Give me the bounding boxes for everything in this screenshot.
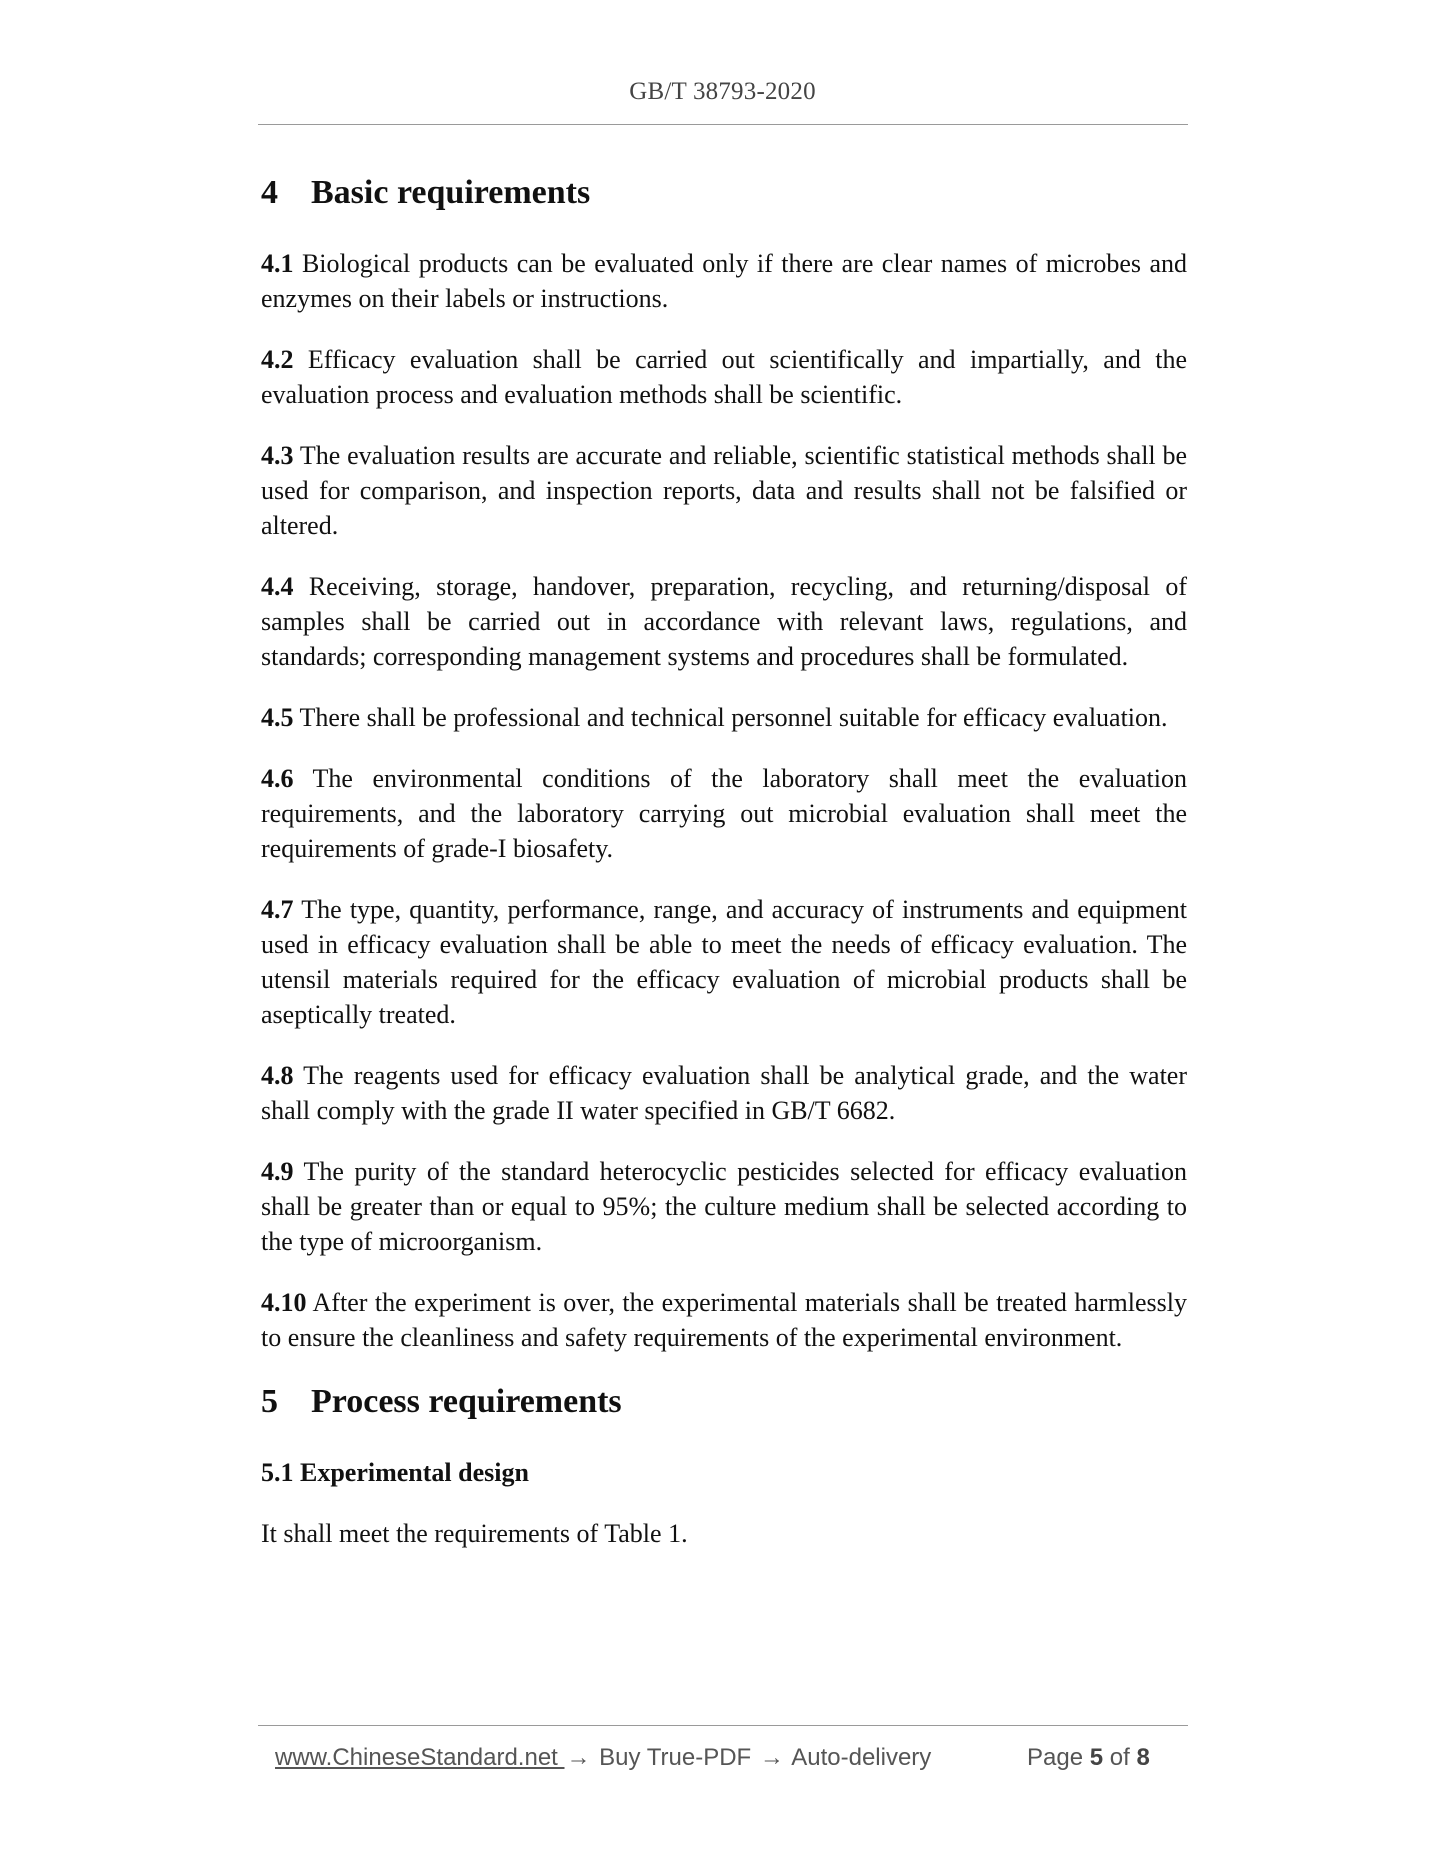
clause-text: The purity of the standard heterocyclic pesticides selected for efficacy evaluation shall be greater than or equal to 95%; the culture medium shall be selected according to the type of microorganism.	[261, 1156, 1187, 1256]
page-indicator	[1027, 1744, 1150, 1772]
page-footer	[275, 1744, 1175, 1772]
section-5-heading	[261, 1381, 1187, 1424]
clause-text: The evaluation results are accurate and reliable, scientific statistical methods shall be used for comparison, and inspection reports, data and results shall not be falsified or altered.	[261, 440, 1187, 540]
buy-true-pdf-text: Buy True-PDF	[599, 1744, 752, 1771]
section-4-heading	[261, 172, 1187, 215]
arrow-right-icon: →	[566, 1744, 591, 1771]
clause-text: The reagents used for efficacy evaluation shall be analytical grade, and the water shall comply with the grade II water specified in GB/T 6682.	[261, 1060, 1188, 1125]
clause-number: 4.8	[261, 1060, 294, 1090]
clause-4-1	[261, 246, 1187, 316]
clause-4-3	[261, 438, 1187, 543]
clause-text: After the experiment is over, the experimental materials shall be treated harmlessly to ensure the cleanliness and safety requirements of the experimental environment.	[261, 1287, 1187, 1352]
clause-number: 4.7	[261, 894, 294, 924]
section-title: Basic requirements	[311, 174, 591, 211]
clause-4-5	[261, 700, 1187, 735]
running-header: GB/T 38793-2020	[629, 78, 816, 105]
clause-4-8	[261, 1058, 1187, 1128]
document-body	[261, 172, 1187, 1577]
clause-text: Receiving, storage, handover, preparation, recycling, and returning/disposal of samples shall be carried out in accordance with relevant laws, regulations, and standards; corresponding management systems and procedures shall be formulated.	[261, 571, 1187, 671]
clause-text: There shall be professional and technical personnel suitable for efficacy evaluation.	[299, 702, 1168, 732]
section-5-1-text: It shall meet the requirements of Table 1.	[261, 1519, 688, 1548]
clause-number: 4.6	[261, 763, 294, 793]
clause-text: The type, quantity, performance, range, and accuracy of instruments and equipment used in efficacy evaluation shall be able to meet the needs of efficacy evaluation. The utensil materials required for the efficacy evaluation of microbial products shall be aseptically treated.	[261, 894, 1188, 1029]
section-number: 5	[261, 1382, 278, 1420]
section-number: 4	[261, 174, 278, 211]
clause-number: 4.1	[261, 248, 294, 278]
auto-delivery-text: Auto-delivery	[791, 1744, 932, 1771]
chinesestandard-link[interactable]: www.ChineseStandard.net	[275, 1744, 565, 1771]
clause-4-4	[261, 569, 1187, 674]
clause-text: The environmental conditions of the laboratory shall meet the evaluation requirements, and the laboratory carrying out microbial evaluation shall meet the requirements of grade-I biosafety.	[261, 763, 1187, 863]
clause-4-2	[261, 342, 1187, 412]
clause-4-10	[261, 1285, 1187, 1355]
clause-number: 4.5	[261, 702, 294, 732]
footer-divider	[258, 1725, 1188, 1726]
clause-text: Efficacy evaluation shall be carried out scientifically and impartially, and the evaluation process and evaluation methods shall be scientific.	[261, 344, 1188, 409]
total-pages: 8	[1136, 1744, 1150, 1771]
clause-number: 4.2	[261, 344, 294, 374]
clause-4-9	[261, 1154, 1187, 1259]
subsection-5-1-heading: 5.1 Experimental design	[261, 1458, 529, 1487]
of-label: of	[1109, 1744, 1130, 1771]
clause-text: Biological products can be evaluated only if there are clear names of microbes and enzymes on their labels or instructions.	[261, 248, 1187, 313]
clause-number: 4.9	[261, 1156, 294, 1186]
clause-4-7	[261, 892, 1187, 1032]
clause-4-6	[261, 761, 1187, 866]
clause-number: 4.10	[261, 1287, 307, 1317]
clause-number: 4.3	[261, 440, 294, 470]
current-page: 5	[1089, 1744, 1104, 1771]
clause-number: 4.4	[261, 571, 294, 601]
page-label: Page	[1027, 1744, 1084, 1771]
section-title: Process requirements	[311, 1382, 622, 1420]
arrow-right-icon: →	[759, 1744, 784, 1771]
header-divider	[258, 124, 1188, 125]
